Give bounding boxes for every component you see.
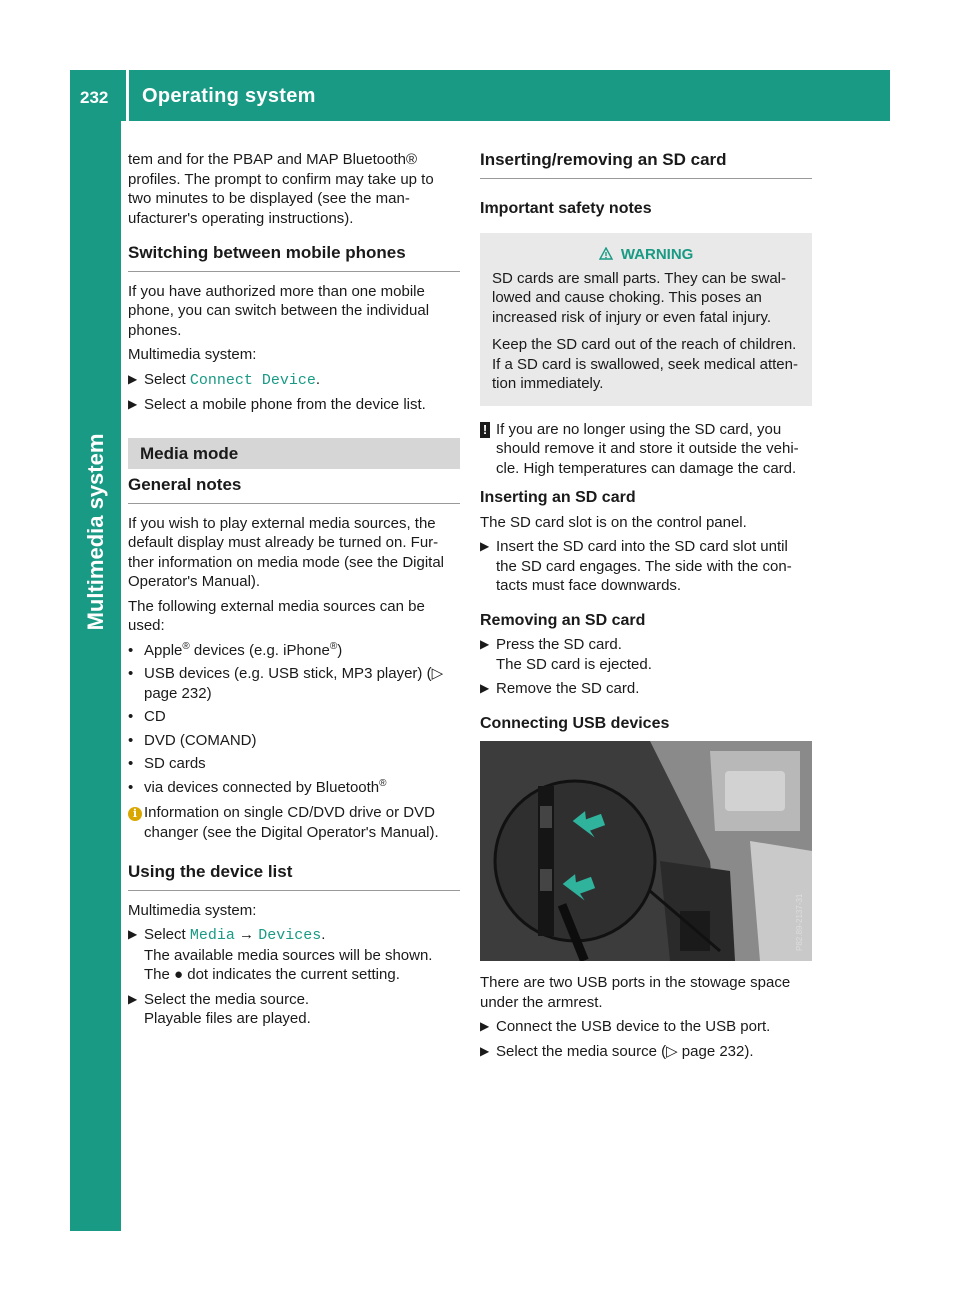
inserting-paragraph: The SD card slot is on the control panel. [480, 513, 747, 531]
system-label: Multimedia system: [128, 346, 257, 363]
heading-general-notes: General notes [128, 475, 460, 504]
right-column [480, 150, 812, 1066]
section-band-media-mode: Media mode [128, 438, 460, 470]
list-item-usb: • USB devices (e.g. USB stick, MP3 player) (▷ page 232) [128, 665, 444, 702]
step-arrow-icon: ▶ [128, 397, 138, 411]
step-connect-usb: ▶ Connect the USB device to the USB port. [480, 1018, 771, 1035]
photo-code: P82.89-2137-31 [795, 893, 804, 951]
warning-paragraph-2: Keep the SD card out of the reach of children. If a SD card is swallowed, seek medical atten-tion immediately. [492, 336, 798, 392]
page-title: Operating system [142, 85, 316, 107]
exclamation-icon: ! [480, 420, 490, 440]
step-select-media-source: ▶ Select the media source. Playable files are played. [128, 990, 311, 1027]
bullet-dot-icon: • [128, 731, 134, 749]
menu-link-connect-device: Connect Device [189, 371, 316, 389]
heading-device-list: Using the device list [128, 862, 460, 891]
step-insert-sd: ▶ Insert the SD card into the SD card slot until the SD card engages. The side with the con-tacts must face downwards. [480, 538, 792, 594]
heading-switching-phones: Switching between mobile phones [128, 243, 460, 272]
bullet-dot-icon: • [128, 778, 134, 796]
step-select-phone: ▶ Select a mobile phone from the device list. [128, 396, 426, 413]
step-arrow-icon: ▶ [128, 927, 138, 941]
chapter-label: Multimedia system [83, 433, 108, 631]
list-item-apple: • Apple® devices (e.g. iPhone®) [128, 640, 343, 659]
list-item-bluetooth: • via devices connected by Bluetooth® [128, 777, 387, 796]
chapter-side-tab [70, 121, 121, 1231]
warning-header: WARNING [492, 245, 800, 265]
notice-material-damage: ! If you are no longer using the SD card, you should remove it and store it outside the vehi-cle. High temperatures can damage the card. [480, 420, 812, 479]
heading-usb-devices: Connecting USB devices [480, 714, 670, 732]
step-select-media-source-usb: ▶ Select the media source (▷ page 232). [480, 1042, 754, 1060]
step-select-connect-device: ▶ Select Connect Device. [128, 370, 321, 389]
bullet-dot-icon: • [128, 755, 134, 772]
warning-box [480, 233, 812, 406]
heading-sd-card: Inserting/removing an SD card [480, 150, 812, 179]
step-arrow-icon: ▶ [480, 637, 490, 651]
step-arrow-icon: ▶ [128, 991, 138, 1006]
step-press-sd: ▶ Press the SD card. The SD card is ejected. [480, 636, 652, 673]
step-arrow-icon: ▶ [128, 371, 138, 386]
page-number: 232 [80, 88, 109, 107]
step-arrow-icon: ▶ [480, 1043, 490, 1058]
list-item-dvd: • DVD (COMAND) [128, 731, 257, 749]
step-arrow-icon: ▶ [480, 539, 490, 553]
heading-removing-sd: Removing an SD card [480, 611, 646, 629]
media-paragraph-2: The following external media sources can be used: [128, 597, 425, 634]
switching-paragraph: If you have authorized more than one mobile phone, you can switch between the individual phones. [128, 282, 430, 339]
warning-triangle-icon [599, 246, 621, 263]
info-icon: i [128, 803, 142, 823]
usb-ports-photo [480, 741, 812, 961]
step-arrow-icon: ▶ [480, 1019, 490, 1033]
bullet-dot-icon: • [128, 665, 134, 682]
list-item-sd: • SD cards [128, 755, 206, 772]
page-header [70, 70, 890, 121]
intro-paragraph: tem and for the PBAP and MAP Bluetooth® profiles. The prompt to confirm may take up to two minutes to be displayed (see the man-ufacturer's operating instructions). [128, 151, 434, 227]
list-item-cd: • CD [128, 708, 166, 725]
warning-paragraph-1: SD cards are small parts. They can be swal-lowed and cause choking. This poses an increased risk of injury or even fatal injury. [492, 269, 787, 326]
system-label: Multimedia system: [128, 901, 257, 919]
left-column [128, 150, 460, 1034]
heading-safety-notes: Important safety notes [480, 199, 652, 217]
header-divider [126, 70, 129, 121]
menu-link-media: Media [189, 927, 235, 944]
step-remove-sd: ▶ Remove the SD card. [480, 680, 640, 697]
heading-inserting-sd: Inserting an SD card [480, 489, 636, 506]
usb-paragraph: There are two USB ports in the stowage space under the armrest. [480, 974, 791, 1011]
info-note: i Information on single CD/DVD drive or DVD changer (see the Digital Operator's Manual). [128, 803, 460, 842]
bullet-dot-icon: • [128, 708, 134, 725]
media-paragraph-1: If you wish to play external media sources, the default display must already be turned on. Fur-ther information on media mode (see the Digital Operator's Manual). [128, 514, 444, 590]
bullet-dot-icon: • [128, 641, 134, 659]
menu-link-devices: Devices [258, 927, 322, 944]
step-arrow-icon: ▶ [480, 681, 490, 695]
step-select-media-devices: ▶ Select Media → Devices. The available media sources will be shown. The ● dot indicates the current setting. [128, 926, 433, 983]
